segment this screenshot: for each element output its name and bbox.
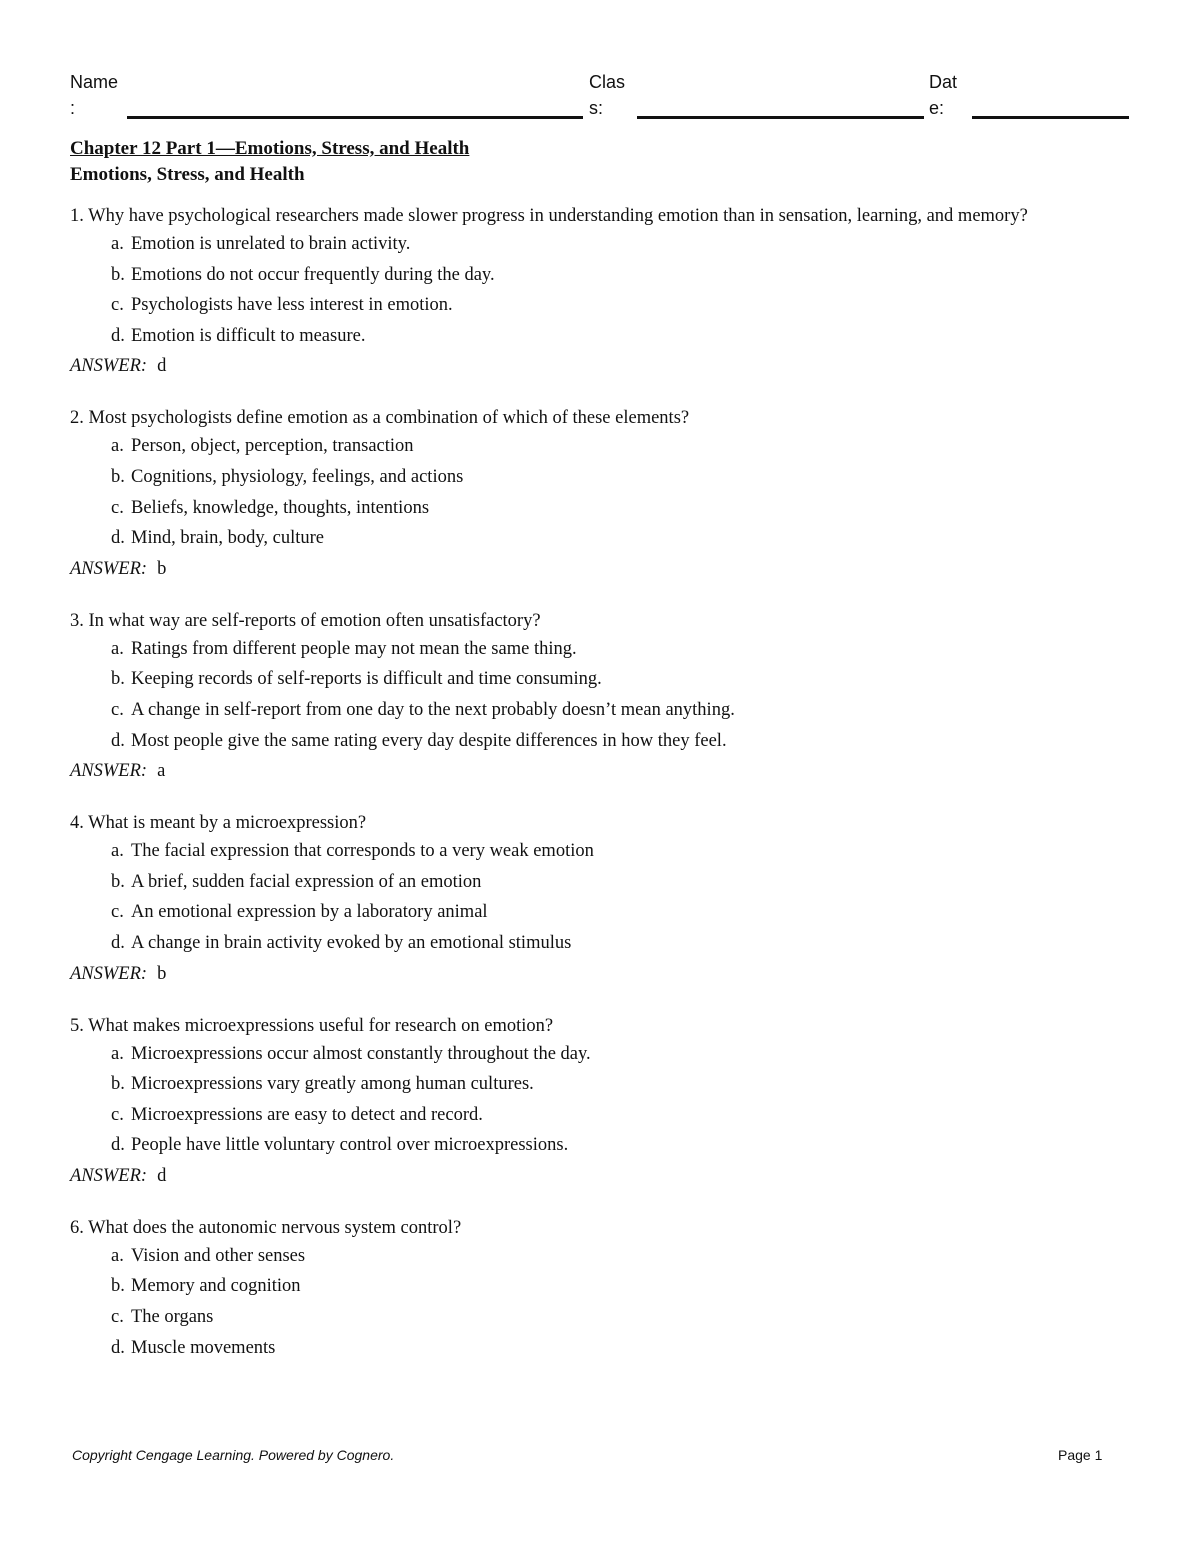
option-text: Emotion is unrelated to brain activity. [131,234,411,254]
date-label-suffix: e: [929,98,945,118]
option-text: A change in brain activity evoked by an emotional stimulus [131,932,572,953]
option-letter: d. [111,325,125,346]
answer-label: ANSWER: [70,356,148,377]
option-letter: d. [111,528,125,549]
option-text: Most people give the same rating every day despite differences in how they feel. [131,730,727,751]
option-text: Ratings from different people may not mean the same thing. [131,638,577,659]
option-text: A change in self-report from one day to the next probably doesn’t mean anything. [131,699,735,720]
answer-line [70,759,1130,784]
option-text: Microexpressions occur almost constantly throughout the day. [131,1043,591,1064]
option-letter: a. [111,638,124,659]
answer-label: ANSWER: [70,963,148,984]
option-text: An emotional expression by a laboratory animal [131,902,488,923]
option-text: Mind, brain, body, culture [131,528,325,549]
option-c [111,496,1130,521]
option-c [111,698,1130,723]
question-5 [70,1014,1130,1189]
option-text: Psychologists have less interest in emotion. [131,295,453,316]
question-stem: 3. In what way are self-reports of emotion often unsatisfactory? [70,610,541,631]
option-letter: a. [111,841,124,862]
option-c [111,1305,1130,1330]
answer-line [70,962,1130,987]
option-text: Muscle movements [131,1337,276,1358]
answer-label: ANSWER: [70,1165,148,1186]
option-b [111,1072,1130,1097]
answer-value: b [157,558,167,579]
option-d [111,526,1130,551]
option-letter: b. [111,466,125,487]
option-text: Keeping records of self-reports is difficult and time consuming. [131,669,602,690]
question-3 [70,609,1130,784]
question-stem: 4. What is meant by a microexpression? [70,813,367,834]
answer-value: d [157,356,167,377]
option-letter: a. [111,234,124,254]
chapter-title: Chapter 12 Part 1—Emotions, Stress, and Health [70,138,470,159]
copyright-footer: Copyright Cengage Learning. Powered by Cognero. [72,1447,395,1463]
option-text: Emotions do not occur frequently during the day. [131,264,495,285]
option-letter: d. [111,932,125,953]
question-2 [70,406,1130,581]
option-letter: b. [111,669,125,690]
class-label-suffix: s: [589,98,604,118]
option-letter: d. [111,1135,125,1156]
option-text: Person, object, perception, transaction [131,436,414,457]
class-label: Clas [589,72,626,92]
option-c [111,293,1130,318]
option-text: People have little voluntary control over microexpressions. [131,1135,569,1156]
option-text: Vision and other senses [131,1245,306,1266]
option-b [111,667,1130,692]
question-4 [70,811,1130,986]
option-letter: c. [111,1104,124,1125]
option-b [111,465,1130,490]
answer-label: ANSWER: [70,558,148,579]
option-letter: d. [111,730,125,751]
option-letter: a. [111,1043,124,1064]
option-text: Memory and cognition [131,1276,301,1297]
answer-line [70,1164,1130,1189]
option-a [111,1244,1130,1269]
question-stem: 1. Why have psychological researchers made slower progress in understanding emotion than in sensation, learning, and memory? [70,206,1028,226]
option-d [111,324,1130,349]
answer-value: b [157,963,167,984]
option-letter: c. [111,1307,124,1328]
question-stem: 5. What makes microexpressions useful for research on emotion? [70,1015,554,1036]
answer-line [70,354,1130,379]
option-letter: a. [111,436,124,457]
option-d [111,1133,1130,1158]
answer-value: d [157,1165,167,1186]
option-a [111,434,1130,459]
option-d [111,1336,1130,1361]
option-text: Emotion is difficult to measure. [131,325,366,346]
option-text: Microexpressions are easy to detect and record. [131,1104,483,1125]
option-a [111,232,1130,257]
option-b [111,1274,1130,1299]
name-label-colon: : [70,98,76,118]
option-a [111,637,1130,662]
option-c [111,900,1130,925]
name-label: Name [70,72,119,92]
option-letter: d. [111,1337,125,1358]
date-field-line[interactable] [972,116,1129,119]
option-b [111,870,1130,895]
option-a [111,1042,1130,1067]
page-number: Page 1 [1058,1447,1103,1463]
date-label: Dat [929,72,958,92]
option-text: Cognitions, physiology, feelings, and actions [131,466,464,487]
option-letter: c. [111,699,124,720]
option-letter: c. [111,902,124,923]
question-list [70,204,1130,1388]
answer-label: ANSWER: [70,761,148,782]
option-letter: b. [111,871,125,892]
option-letter: b. [111,264,125,285]
answer-line [70,557,1130,582]
class-field-line[interactable] [637,116,924,119]
option-text: The organs [131,1307,214,1328]
answer-value: a [157,761,166,782]
option-a [111,839,1130,864]
option-text: A brief, sudden facial expression of an emotion [131,871,482,892]
option-letter: c. [111,295,124,316]
option-text: The facial expression that corresponds to a very weak emotion [131,841,594,862]
option-d [111,931,1130,956]
option-letter: b. [111,1074,125,1095]
option-text: Microexpressions vary greatly among human cultures. [131,1074,534,1095]
question-stem: 2. Most psychologists define emotion as a combination of which of these elements? [70,408,690,429]
option-letter: c. [111,497,124,518]
question-1 [70,204,1130,379]
question-stem: 6. What does the autonomic nervous system control? [70,1217,462,1238]
option-c [111,1103,1130,1128]
option-letter: a. [111,1245,124,1266]
section-title: Emotions, Stress, and Health [70,164,305,185]
option-letter: b. [111,1276,125,1297]
name-field-line[interactable] [127,116,583,119]
option-b [111,263,1130,288]
option-text: Beliefs, knowledge, thoughts, intentions [131,497,430,518]
option-d [111,729,1130,754]
question-6 [70,1216,1130,1361]
